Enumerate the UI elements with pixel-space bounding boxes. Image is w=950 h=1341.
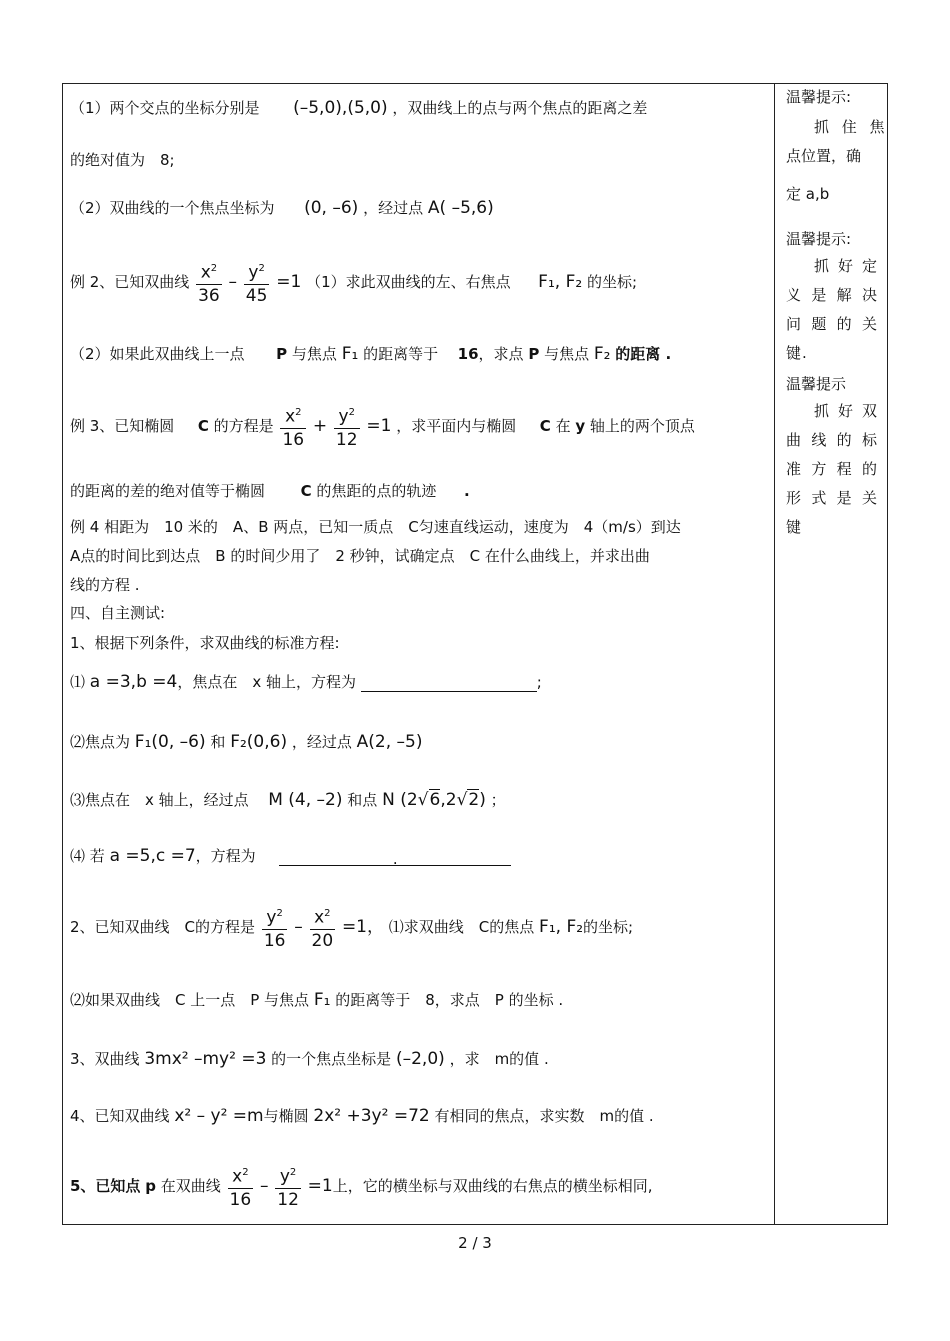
text: P bbox=[528, 345, 540, 363]
question-1a bbox=[70, 672, 542, 692]
page-number: 2 / 3 bbox=[458, 1234, 492, 1252]
text: 的距离等于 bbox=[363, 345, 439, 363]
text: ⑵焦点为 bbox=[70, 733, 131, 751]
text: ，求点 bbox=[478, 345, 524, 363]
math: x² – y² =m bbox=[174, 1106, 264, 1126]
text: 3、双曲线 bbox=[70, 1050, 140, 1068]
example-4-l3: 线的方程 . bbox=[70, 576, 140, 594]
math: F₂ bbox=[593, 344, 611, 364]
answer-blank[interactable]: . bbox=[279, 849, 511, 866]
math-foci: F₁, F₂ bbox=[538, 271, 583, 292]
text: ，求平面内与椭圆 bbox=[396, 416, 517, 435]
text: 在双曲线 bbox=[160, 1176, 221, 1195]
math: 2x² +3y² =72 bbox=[313, 1106, 430, 1126]
math: F₁(0, –6) bbox=[134, 732, 206, 752]
tip-1-line1: 抓 住 焦 bbox=[814, 118, 889, 136]
text: 的距离等于 8，求点 P 的坐标 . bbox=[335, 991, 564, 1009]
text: ； bbox=[490, 791, 506, 809]
text: 16 bbox=[457, 345, 479, 363]
text: 和点 bbox=[347, 791, 378, 809]
text: 与焦点 bbox=[544, 345, 590, 363]
tip-1-line2: 点位置，确 bbox=[786, 147, 862, 165]
example-4-l1: 例 4 相距为 10 米的 A、B 两点，已知一质点 C匀速直线运动，速度为 4（m/s）到达 bbox=[70, 518, 681, 536]
text: ⑴求双曲线 C的焦点 bbox=[388, 917, 535, 936]
text: 上，它的横坐标与双曲线的右焦点的横坐标相同, bbox=[332, 1176, 653, 1195]
text: . bbox=[463, 482, 470, 500]
example-2: 例 2、已知双曲线 $\frac{x^2}{36}$ – $\frac{y^2}{45}$ =1 （1）求此双曲线的左、右焦点 F₁, F₂ 的坐标; bbox=[70, 258, 637, 307]
text: 的坐标; bbox=[586, 272, 638, 291]
text: ⑷ 若 bbox=[70, 847, 105, 865]
math: A(2, –5) bbox=[356, 732, 423, 752]
section-4-heading: 四、自主测试: bbox=[70, 604, 166, 622]
example-3-cont bbox=[70, 481, 470, 501]
math: N (2√6,2√2) bbox=[382, 790, 486, 810]
text: C bbox=[197, 416, 209, 435]
text: p bbox=[145, 1176, 156, 1195]
text: ; bbox=[536, 673, 542, 691]
fraction: $\frac{y^2}{12}$ bbox=[275, 1162, 301, 1211]
math: F₁, F₂ bbox=[539, 916, 584, 937]
fraction: $\frac{y^2}{45}$ bbox=[244, 258, 270, 307]
text: 例 3、已知椭圆 bbox=[70, 416, 175, 435]
text: C bbox=[539, 416, 551, 435]
math: F₂(0,6) bbox=[230, 732, 288, 752]
text: 5、已知点 bbox=[70, 1176, 141, 1195]
text: ⑶焦点在 x 轴上，经过点 bbox=[70, 791, 249, 809]
math: 3mx² –my² =3 bbox=[144, 1049, 267, 1069]
math: (–2,0) bbox=[395, 1049, 445, 1069]
text: 有相同的焦点，求实数 m的值 . bbox=[434, 1107, 654, 1125]
text: 与椭圆 bbox=[263, 1107, 309, 1125]
answer-blank[interactable] bbox=[361, 675, 537, 692]
text: 的一个焦点坐标是 bbox=[271, 1050, 392, 1068]
tip-3-title: 温馨提示 bbox=[786, 375, 847, 393]
question-5: 5、已知点 p 在双曲线 $\frac{x^2}{16}$ – $\frac{y^2}{12}$ =1上，它的横坐标与双曲线的右焦点的横坐标相同, bbox=[70, 1162, 653, 1211]
text: 和 bbox=[210, 733, 226, 751]
text: （1）两个交点的坐标分别是 bbox=[70, 99, 260, 117]
text: 轴上的两个顶点 bbox=[589, 416, 695, 435]
fraction: $\frac{x^2}{20}$ bbox=[310, 903, 336, 952]
text: 的距离 . bbox=[615, 345, 672, 363]
example-3: 例 3、已知椭圆 C 的方程是 $\frac{x^2}{16}$ + $\frac{y^2}{12}$ =1 ，求平面内与椭圆 C 在 y 轴上的两个顶点 bbox=[70, 402, 695, 451]
answer-1-line bbox=[70, 98, 647, 118]
question-1b bbox=[70, 732, 423, 752]
question-2: 2、已知双曲线 C的方程是 $\frac{y^2}{16}$ – $\frac{x^2}{20}$ =1， ⑴求双曲线 C的焦点 F₁, F₂的坐标; bbox=[70, 903, 633, 952]
math-point-a: A( –5,6) bbox=[427, 198, 494, 218]
text: 与焦点 bbox=[291, 345, 337, 363]
tip-2-body: 抓 好 定 义 是 解 决 问 题 的 关 键. bbox=[786, 257, 878, 362]
fraction: $\frac{x^2}{16}$ bbox=[228, 1162, 254, 1211]
math-points: (–5,0),(5,0) bbox=[293, 98, 388, 118]
text: P bbox=[276, 345, 288, 363]
tip-1-title: 温馨提示: bbox=[786, 88, 852, 106]
text: 的距离的差的绝对值等于椭圆 bbox=[70, 482, 266, 500]
tip-3-body: 抓 好 双 曲 线 的 标 准 方 程 的 形 式 是 关 键 bbox=[786, 402, 878, 536]
math: =1 bbox=[366, 415, 392, 436]
math: F₁ bbox=[341, 344, 359, 364]
question-3 bbox=[70, 1049, 549, 1069]
text: ⑴ bbox=[70, 673, 86, 691]
question-2-part2 bbox=[70, 990, 563, 1010]
text: ，方程为 bbox=[195, 847, 256, 865]
text: 在 bbox=[555, 416, 571, 435]
text: ，双曲线上的点与两个焦点的距离之差 bbox=[392, 99, 648, 117]
text: （1）求此双曲线的左、右焦点 bbox=[306, 272, 511, 291]
example-2-part2 bbox=[70, 344, 671, 364]
fraction: $\frac{y^2}{16}$ bbox=[262, 903, 288, 952]
fraction: $\frac{x^2}{16}$ bbox=[280, 402, 306, 451]
math: =1 bbox=[276, 271, 302, 292]
tip-1-line3: 定 a,b bbox=[786, 185, 830, 203]
text: （2）双曲线的一个焦点坐标为 bbox=[70, 199, 275, 217]
text: ，经过点 bbox=[363, 199, 424, 217]
math-focus: (0, –6) bbox=[304, 198, 359, 218]
text: C bbox=[300, 482, 312, 500]
text: 的坐标; bbox=[583, 917, 634, 936]
math: =1， bbox=[341, 916, 384, 937]
text: ，经过点 bbox=[291, 733, 352, 751]
math: M (4, –2) bbox=[268, 790, 343, 810]
fraction: $\frac{y^2}{12}$ bbox=[334, 402, 360, 451]
text: 2、已知双曲线 C的方程是 bbox=[70, 917, 256, 936]
text: 例 2、已知双曲线 bbox=[70, 272, 190, 291]
answer-2-line bbox=[70, 198, 494, 218]
text: ⑵如果双曲线 C 上一点 P 与焦点 bbox=[70, 991, 310, 1009]
question-4 bbox=[70, 1106, 654, 1126]
answer-1-cont: 的绝对值为 8; bbox=[70, 151, 175, 169]
text: y bbox=[575, 416, 586, 435]
text: （2）如果此双曲线上一点 bbox=[70, 345, 245, 363]
text: ，求 m的值 . bbox=[449, 1050, 549, 1068]
math: a =3,b =4 bbox=[89, 672, 178, 692]
fraction: $\frac{x^2}{36}$ bbox=[196, 258, 222, 307]
text: 4、已知双曲线 bbox=[70, 1107, 170, 1125]
math: =1 bbox=[307, 1175, 333, 1196]
question-1d bbox=[70, 846, 511, 866]
example-4-l2: A点的时间比到达点 B 的时间少用了 2 秒钟，试确定点 C 在什么曲线上，并求出曲 bbox=[70, 547, 650, 565]
question-1c bbox=[70, 790, 506, 810]
question-1: 1、根据下列条件，求双曲线的标准方程: bbox=[70, 634, 340, 652]
tip-2-title: 温馨提示: bbox=[786, 230, 852, 248]
text: ，焦点在 x 轴上，方程为 bbox=[177, 673, 356, 691]
math: a =5,c =7 bbox=[109, 846, 196, 866]
text: 的焦距的点的轨迹 bbox=[316, 482, 437, 500]
text: 的方程是 bbox=[213, 416, 274, 435]
math: F₁ bbox=[313, 990, 331, 1010]
column-divider bbox=[774, 83, 775, 1225]
